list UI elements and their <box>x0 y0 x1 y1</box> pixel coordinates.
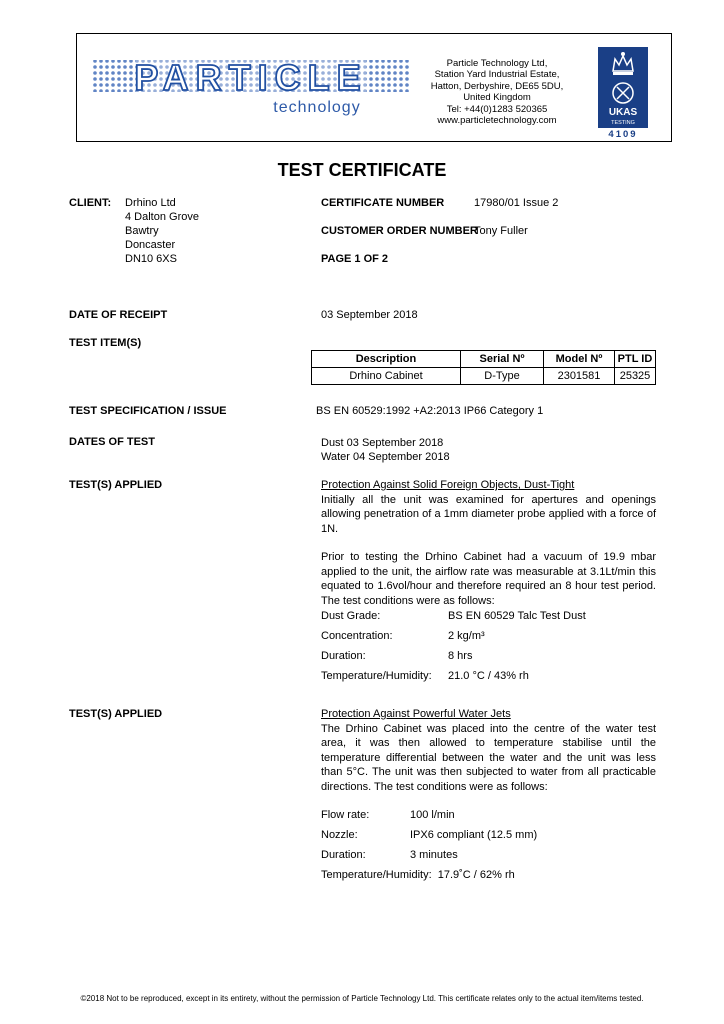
test-applied-label: TEST(S) APPLIED <box>69 479 163 491</box>
condition-label: Nozzle: <box>321 829 358 841</box>
order-number-label: CUSTOMER ORDER NUMBER <box>321 225 478 237</box>
address-line: Station Yard Industrial Estate, <box>434 69 560 81</box>
client-label: CLIENT: <box>69 197 112 209</box>
date-line: Dust 03 September 2018 <box>321 437 444 449</box>
table-cell: D-Type <box>461 368 544 385</box>
page-count-label: PAGE 1 OF 2 <box>321 253 389 265</box>
dates-values <box>321 436 450 464</box>
test-paragraph: The Drhino Cabinet was placed into the centre of the water test area, it was then allowed to temperature stabilise until the temperature differential between the water and the unit was less than 5°C. The unit was then subjected to water from all practicable directions. The test conditions were as follows: <box>321 722 656 793</box>
client-line: DN10 6XS <box>125 253 177 265</box>
receipt-label: DATE OF RECEIPT <box>69 309 168 321</box>
condition-value: BS EN 60529 Talc Test Dust <box>448 610 586 622</box>
table-row <box>312 368 656 385</box>
logo-word: PARTICLE <box>134 57 368 98</box>
page-title: TEST CERTIFICATE <box>277 160 447 180</box>
ukas-badge <box>598 47 648 128</box>
ukas-label: UKAS <box>608 107 638 118</box>
condition-value: 100 l/min <box>410 809 455 821</box>
test-paragraph: Prior to testing the Drhino Cabinet had a vacuum of 19.9 mbar applied to the unit, the airflow rate was measurable at 3.1Lt/min this equated to 1.6vol/hour and therefore required an 8 hour test period. The test conditions were as follows: <box>321 551 656 607</box>
condition-value: 8 hrs <box>448 650 473 662</box>
company-address <box>412 58 582 126</box>
specification-label: TEST SPECIFICATION / ISSUE <box>69 405 227 417</box>
condition-label: Flow rate: <box>321 809 370 821</box>
test-dust-section <box>321 478 656 608</box>
table-cell: 2301581 <box>544 368 615 385</box>
condition-row <box>321 626 641 646</box>
client-line: Bawtry <box>125 225 159 237</box>
condition-row <box>321 666 641 686</box>
condition-value: 17.9˚C / 62% rh <box>437 869 515 881</box>
order-number-value: Tony Fuller <box>474 225 528 237</box>
dates-label: DATES OF TEST <box>69 436 155 448</box>
table-cell: Drhino Cabinet <box>312 368 461 385</box>
condition-row <box>321 845 641 865</box>
test-heading: Protection Against Solid Foreign Objects, Dust-Tight <box>321 479 575 491</box>
logo-subtext: technology <box>273 99 361 116</box>
table-cell: 25325 <box>615 368 656 385</box>
test-applied-label: TEST(S) APPLIED <box>69 708 163 720</box>
specification-value: BS EN 60529:1992 +A2:2013 IP66 Category 1 <box>316 405 544 417</box>
dust-conditions <box>321 606 641 686</box>
condition-row <box>321 825 641 845</box>
water-conditions <box>321 805 641 885</box>
condition-value: 21.0 °C / 43% rh <box>448 670 529 682</box>
address-line: United Kingdom <box>463 92 531 104</box>
date-line: Water 04 September 2018 <box>321 451 450 463</box>
column-header: Model Nº <box>544 351 615 368</box>
certificate-number-value: 17980/01 Issue 2 <box>474 197 559 209</box>
condition-label: Temperature/Humidity: <box>321 869 432 881</box>
address-line: www.particletechnology.com <box>437 115 557 127</box>
condition-label: Duration: <box>321 849 366 861</box>
ukas-number: 4109 <box>608 129 638 140</box>
column-header: Serial Nº <box>461 351 544 368</box>
client-line: Doncaster <box>125 239 176 251</box>
company-logo <box>92 52 410 118</box>
condition-value: 2 kg/m³ <box>448 630 485 642</box>
condition-row <box>321 606 641 626</box>
client-line: Drhino Ltd <box>125 197 176 209</box>
receipt-value: 03 September 2018 <box>321 309 418 321</box>
test-water-section <box>321 707 656 794</box>
condition-row <box>321 805 641 825</box>
address-line: Hatton, Derbyshire, DE65 5DU, <box>430 80 564 92</box>
footer-disclaimer: ©2018 Not to be reproduced, except in its entirety, without the permission of Particle Technology Ltd. This certificate relates only to the actual item/items tested. <box>80 994 644 1003</box>
ukas-sub: TESTING <box>611 120 635 126</box>
address-line: Tel: +44(0)1283 520365 <box>446 103 548 115</box>
test-items-table <box>311 350 656 385</box>
column-header: Description <box>312 351 461 368</box>
client-line: 4 Dalton Grove <box>125 211 199 223</box>
client-address <box>125 196 199 266</box>
table-header-row <box>312 351 656 368</box>
condition-label: Dust Grade: <box>321 610 381 622</box>
condition-label: Temperature/Humidity: <box>321 670 432 682</box>
test-paragraph: Initially all the unit was examined for apertures and openings allowing penetration of a 1mm diameter probe applied with a force of 1N. <box>321 493 656 535</box>
condition-label: Duration: <box>321 650 366 662</box>
column-header: PTL ID <box>615 351 656 368</box>
condition-value: 3 minutes <box>410 849 458 861</box>
condition-value: IPX6 compliant (12.5 mm) <box>410 829 538 841</box>
test-heading: Protection Against Powerful Water Jets <box>321 708 511 720</box>
condition-label: Concentration: <box>321 630 393 642</box>
certificate-number-label: CERTIFICATE NUMBER <box>321 197 445 209</box>
address-line: Particle Technology Ltd, <box>446 58 548 69</box>
test-items-label: TEST ITEM(S) <box>69 337 142 349</box>
condition-row <box>321 646 641 666</box>
crown-icon <box>598 47 648 128</box>
condition-row <box>321 865 641 885</box>
